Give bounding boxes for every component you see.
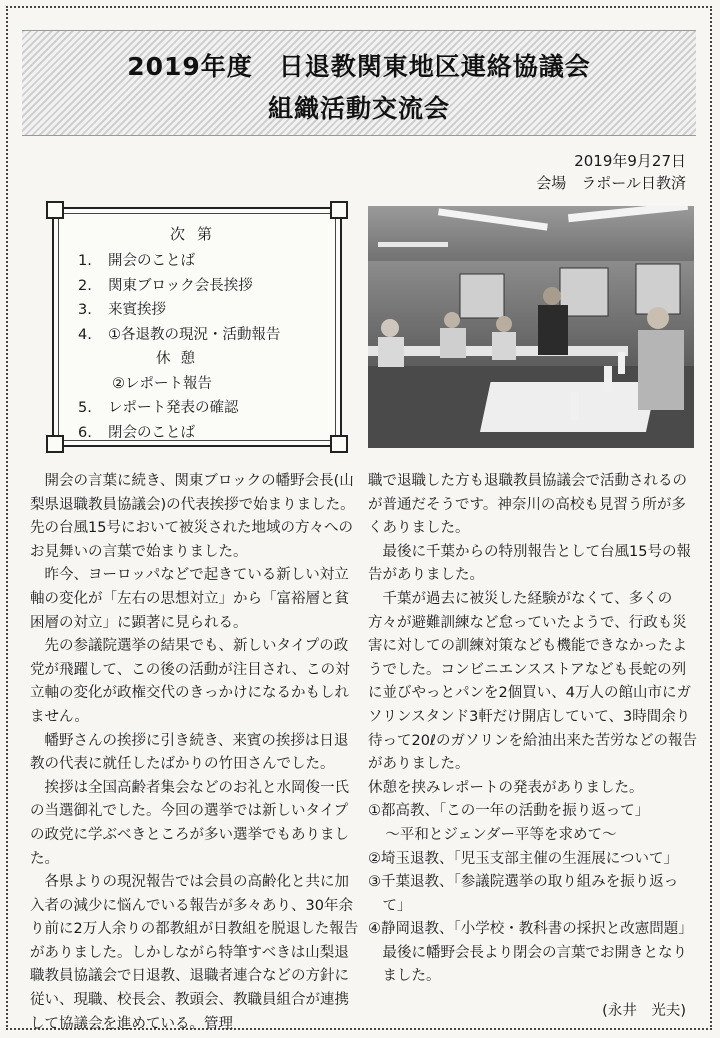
agenda-box (52, 207, 342, 447)
report-item: ④静岡退教、「小学校・教科書の採択と改憲問題」最後に幡野会長より閉会の言葉でお開きとなりました。 (368, 921, 693, 985)
report-item: ③千葉退教、「参議院選挙の取り組みを振り返って」 (368, 874, 679, 914)
paragraph: 先の参議院選挙の結果でも、新しいタイプの政党が飛躍して、この後の活動が注目され、この対立軸の変化が政権交代のきっかけになるかもしれません。 (30, 638, 350, 725)
agenda-item: 2. 関東ブロック会長挨拶 (78, 277, 253, 294)
article-column-left (30, 470, 362, 1036)
article-column-right (368, 470, 698, 989)
corner-ornament (46, 201, 64, 219)
paragraph: 開会の言葉に続き、関東ブロックの幡野会長(山梨県退職教員協議会)の代表挨拶で始まりました。先の台風15号において被災された地域の方々へのお見舞いの言葉で始まりました。 (30, 473, 355, 560)
agenda-item: 4. ①各退教の現況・活動報告 (78, 326, 281, 343)
meeting-date: 2019年9月27日 (574, 152, 686, 170)
agenda-item-sub: ②レポート報告 (112, 375, 212, 392)
agenda-heading: 次第 (169, 225, 224, 243)
title-line-2: 組織活動交流会 (267, 94, 450, 123)
agenda-item-break: 休憩 (156, 351, 205, 367)
title-banner (22, 30, 696, 136)
report-item-sub: ～平和とジェンダー平等を求めて～ (385, 826, 617, 843)
paragraph: 千葉が過去に被災した経験がなくて、多くの方々が避難訓練など怠っていたようで、行政も災害に対しての訓練対策なども機能できなかったようでした。コンビニエンスストアなども長蛇の列に並びやっとパンを2個買い、4万人の館山市にガソリンスタンド3軒だけ開店していて、3時間余り待って20ℓのガソリンを給油出来た苦労などの報告がありました。 (368, 590, 697, 773)
report-intro: 休憩を挟みレポートの発表がありました。 (368, 779, 644, 796)
corner-ornament (330, 435, 348, 453)
paragraph: 最後に千葉からの特別報告として台風15号の報告がありました。 (368, 543, 691, 584)
corner-ornament (330, 201, 348, 219)
meeting-info (536, 150, 686, 194)
title-line-1: 2019年度 日退教関東地区連絡協議会 (127, 52, 591, 81)
corner-ornament (46, 435, 64, 453)
paragraph: 昨今、ヨーロッパなどで起きている新しい対立軸の変化が「左右の思想対立」から「富裕層と貧困層の対立」に顕著に見られる。 (30, 567, 349, 631)
agenda-list (78, 249, 281, 445)
author-signature: (永井 光夫) (602, 1003, 686, 1019)
report-item: ①都高教、「この一年の活動を振り返って」 (368, 803, 650, 820)
meeting-photo (368, 206, 694, 448)
agenda-item: 5. レポート発表の確認 (78, 400, 239, 416)
paragraph: 職で退職した方も退職教員協議会で活動されるのが普通だそうです。神奈川の高校も見習う所が多くありました。 (368, 473, 687, 537)
agenda-item: 1. 開会のことば (78, 253, 195, 269)
report-item: ②埼玉退教、「児玉支部主催の生涯展について」 (368, 850, 678, 867)
agenda-item: 3. 来賓挨拶 (78, 302, 166, 318)
meeting-venue: 会場 ラポール日教済 (536, 174, 686, 192)
paragraph: 挨拶は全国高齢者集会などのお礼と水岡俊一氏の当選御礼でした。今回の選挙では新しいタイプの政党に学ぶべきところが多い選挙でもありました。 (30, 779, 349, 867)
agenda-item: 6. 閉会のことば (78, 424, 195, 441)
paragraph: 幡野さんの挨拶に引き続き、来賓の挨拶は日退教の代表に就任したばかりの竹田さんでした。 (30, 732, 349, 773)
paragraph: 各県よりの現況報告では会員の高齢化と共に加入者の減少に悩んでいる報告が多々あり、30年余り前に2万人余りの都教組が日教組を脱退した報告がありました。しかしながら特筆すべきは山梨退職教員協議会で日退教、退職者連合などの方針に従い、現職、校長会、教頭会、教職員組合が連携して協議会を進めている。管理 (30, 874, 359, 1032)
meeting-room-illustration (368, 206, 694, 448)
